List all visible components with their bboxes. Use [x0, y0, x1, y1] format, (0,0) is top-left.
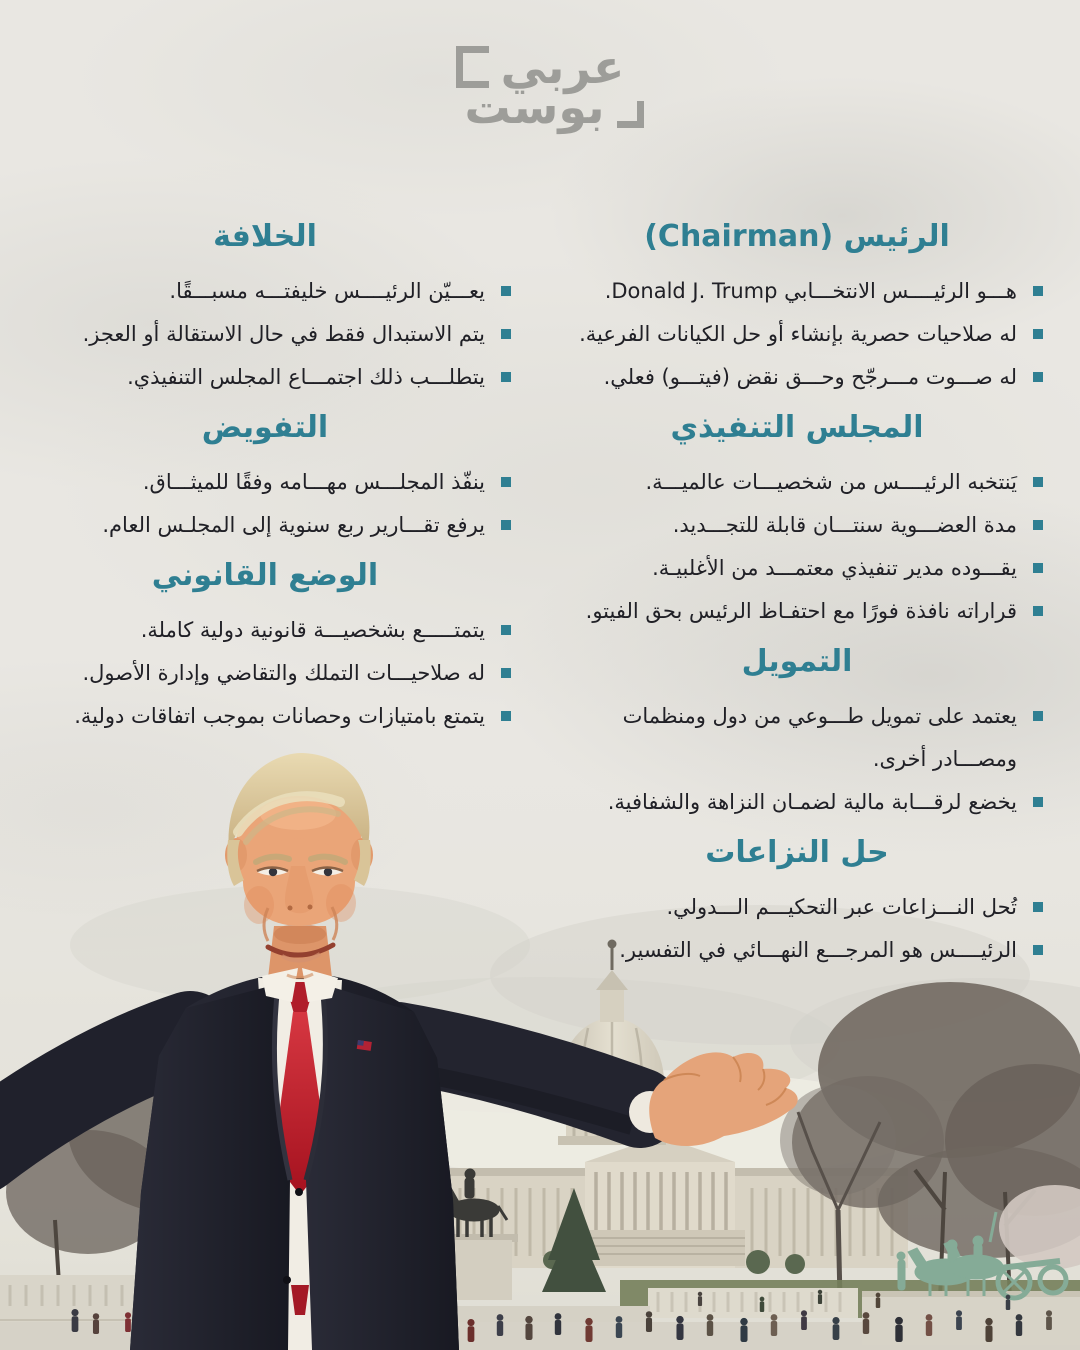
section-title: الخلافة	[213, 219, 317, 254]
bullet-square-icon	[1033, 329, 1043, 339]
bullet-item: يعـــيّن الرئيــــس خليفتـــه مسبـــقًا.	[15, 270, 515, 313]
bullet-item: تُحل النـــزاعات عبر التحكيـــم الـــدولي.	[547, 886, 1047, 929]
bullet-square-icon	[1033, 797, 1043, 807]
section-legal-status	[15, 557, 515, 738]
jacket-button	[283, 1276, 291, 1284]
logo-row-2	[464, 80, 643, 134]
bullet-square-icon	[501, 286, 511, 296]
section-title: التفويض	[201, 410, 329, 445]
bullet-square-icon	[1033, 520, 1043, 530]
section-title: التمويل	[741, 644, 853, 679]
bullet-item: يتمتـــــع بشخصيـــة قانونية دولية كاملة.	[15, 609, 515, 652]
arabipost-logo	[0, 40, 1080, 134]
bullet-square-icon	[501, 477, 511, 487]
bullet-square-icon	[1033, 945, 1043, 955]
bullet-square-icon	[501, 520, 511, 530]
section-title: الوضع القانوني	[151, 558, 379, 593]
section-title: الرئيس (Chairman)	[644, 219, 950, 254]
section-mandate	[15, 409, 515, 547]
jacket-button	[295, 1188, 303, 1196]
bullet-square-icon	[1033, 563, 1043, 573]
bullet-list	[15, 609, 515, 738]
bullet-list	[547, 461, 1047, 633]
column-right	[547, 218, 1047, 982]
bullet-square-icon	[501, 711, 511, 721]
logo-word-arabi: عربي	[500, 40, 625, 94]
bullet-item: له صلاحيـــات التملك والتقاضي وإدارة الأصول.	[15, 652, 515, 695]
bullet-square-icon	[1033, 711, 1043, 721]
logo-bracket-small-icon	[617, 101, 644, 128]
bullet-item: له صلاحيات حصرية بإنشاء أو حل الكيانات الفرعية.	[547, 313, 1047, 356]
bullet-square-icon	[1033, 286, 1043, 296]
bullet-list	[547, 886, 1047, 972]
bullet-square-icon	[501, 329, 511, 339]
bullet-item: ينفّذ المجلـــس مهـــامه وفقًا للميثـــاق.	[15, 461, 515, 504]
section-chairman	[547, 218, 1047, 399]
bullet-list	[547, 695, 1047, 824]
section-executive-council	[547, 409, 1047, 633]
bullet-item: له صـــوت مـــرجّح وحـــق نقض (فيتـــو) فعلي.	[547, 356, 1047, 399]
bullet-square-icon	[501, 625, 511, 635]
bullet-square-icon	[1033, 477, 1043, 487]
bullet-item: هـــو الرئيــــس الانتخـــابي Donald J. Trump.	[547, 270, 1047, 313]
bullet-item: يَنتخبه الرئيــــس من شخصيـــات عالميـــة.	[547, 461, 1047, 504]
bullet-item: قراراته نافذة فورًا مع احتفـاظ الرئيس بحق الفيتو.	[547, 590, 1047, 633]
bullet-item: يعتمد على تمويل طـــوعي من دول ومنظمات ومصـــادر أخرى.	[547, 695, 1047, 781]
bullet-list	[547, 270, 1047, 399]
bullet-list	[15, 461, 515, 547]
bullet-square-icon	[1033, 902, 1043, 912]
bullet-item: يرفع تقـــارير ربع سنوية إلى المجلـس العام.	[15, 504, 515, 547]
bullet-square-icon	[1033, 372, 1043, 382]
column-left	[15, 218, 515, 748]
bullet-list	[15, 270, 515, 399]
bullet-square-icon	[1033, 606, 1043, 616]
section-title: حل النزاعات	[705, 835, 889, 870]
section-dispute-resolution	[547, 834, 1047, 972]
logo-word-post: بوست	[464, 80, 605, 134]
section-succession	[15, 218, 515, 399]
bullet-item: يخضع لرقـــابة مالية لضمـان النزاهة والشفافية.	[547, 781, 1047, 824]
bullet-square-icon	[501, 372, 511, 382]
bullet-item: يتمتع بامتيازات وحصانات بموجب اتفاقات دولية.	[15, 695, 515, 738]
bullet-item: يتم الاستبدال فقط في حال الاستقالة أو العجز.	[15, 313, 515, 356]
section-title: المجلس التنفيذي	[670, 410, 924, 445]
bullet-item: يقـــوده مدير تنفيذي معتمـــد من الأغلبيـة.	[547, 547, 1047, 590]
bullet-item: مدة العضـــوية سنتـــان قابلة للتجـــديد.	[547, 504, 1047, 547]
bullet-item: يتطلـــب ذلك اجتمـــاع المجلس التنفيذي.	[15, 356, 515, 399]
bullet-square-icon	[501, 668, 511, 678]
inauguration-stands	[575, 1230, 745, 1266]
section-funding	[547, 643, 1047, 824]
bullet-item: الرئيــــس هو المرجـــع النهـــائي في التفسير.	[547, 929, 1047, 972]
